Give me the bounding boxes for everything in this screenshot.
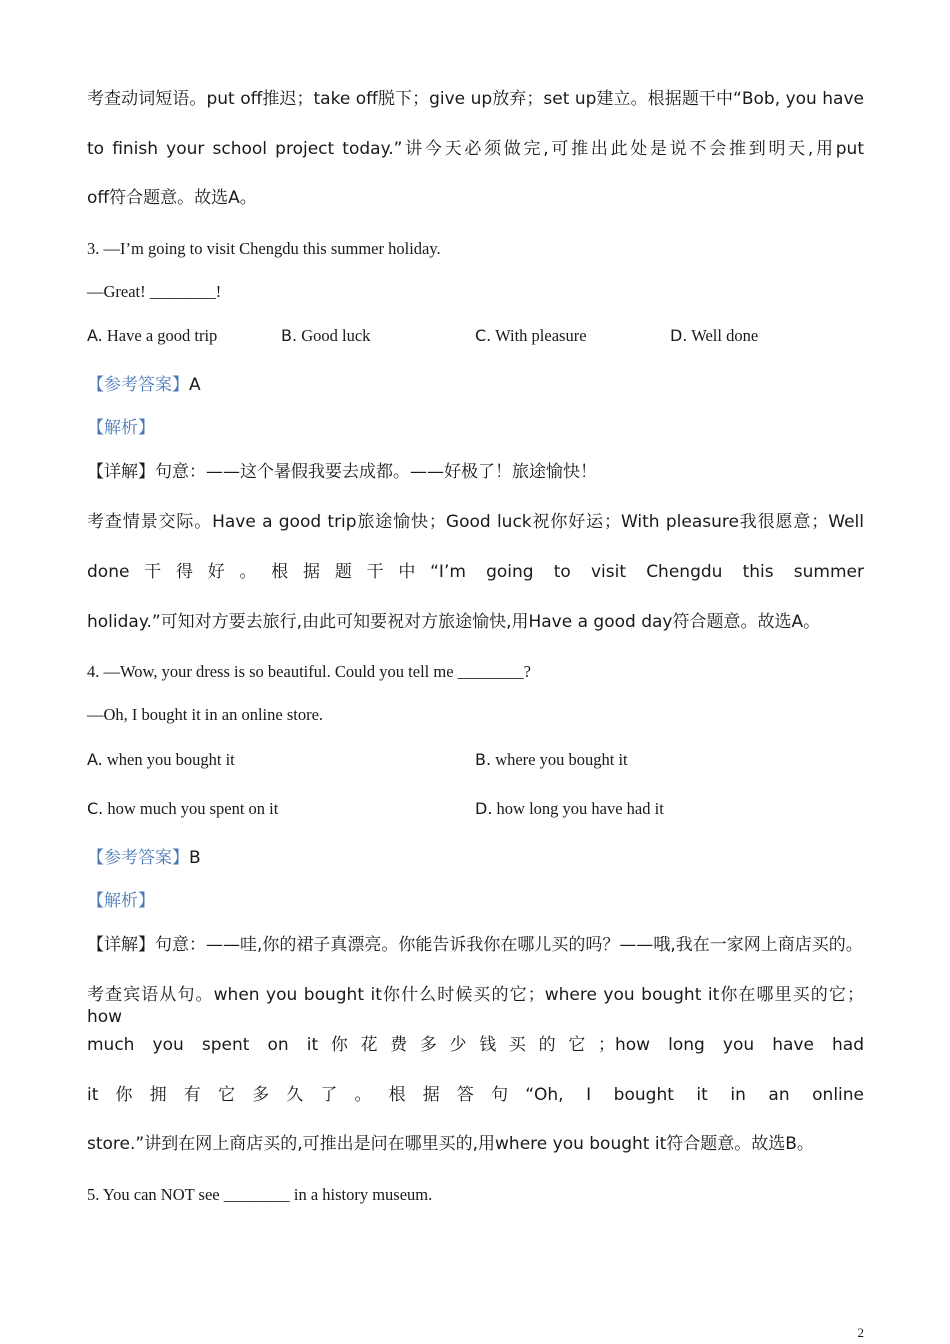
answer-tag: 【参考答案】 (87, 848, 189, 868)
q2-explain-line-3: off符合题意。故选A。 (87, 188, 257, 208)
q3-detail-line-3: done干得好。根据题干中“I’m going to visit Chengdu this summer (87, 562, 864, 582)
q4-option-c (87, 798, 278, 820)
q4-analysis-tag: 【解析】 (87, 891, 155, 911)
option-text: where you bought it (495, 750, 628, 769)
q3-detail-line-2: 考查情景交际。Have a good trip旅途愉快；Good luck祝你好运；With pleasure我很愿意；Well (87, 512, 864, 532)
q4-detail-line-5: store.”讲到在网上商店买的,可推出是问在哪里买的,用where you bought it符合题意。故选B。 (87, 1134, 814, 1154)
option-letter: A. (87, 750, 103, 769)
q4-stem: 4. —Wow, your dress is so beautiful. Could you tell me ________? (87, 662, 531, 681)
q3-option-a (87, 325, 217, 347)
option-text: Well done (691, 326, 759, 345)
answer-value: B (189, 848, 201, 868)
option-letter: D. (475, 799, 493, 818)
option-letter: C. (87, 799, 104, 818)
q4-option-b (475, 749, 628, 771)
q3-detail-line-1: 【详解】句意：——这个暑假我要去成都。——好极了！旅途愉快！ (87, 462, 597, 482)
q3-option-b (281, 325, 370, 347)
option-letter: B. (475, 750, 492, 769)
option-letter: C. (475, 326, 492, 345)
answer-value: A (189, 375, 201, 395)
q3-answer (87, 374, 201, 396)
q3-analysis-tag: 【解析】 (87, 418, 155, 438)
option-text: how much you spent on it (107, 799, 279, 818)
option-text: With pleasure (495, 326, 587, 345)
q2-explain-line-2: to finish your school project today.”讲今天必须做完,可推出此处是说不会推到明天,用put (87, 139, 864, 159)
answer-tag: 【参考答案】 (87, 375, 189, 395)
q3-option-d (670, 325, 758, 347)
q3-stem: 3. —I’m going to visit Chengdu this summer holiday. (87, 239, 441, 258)
q4-option-a (87, 749, 235, 771)
q4-answer (87, 847, 201, 869)
option-text: Good luck (301, 326, 371, 345)
q4-stem-reply: —Oh, I bought it in an online store. (87, 705, 324, 724)
option-text: Have a good trip (106, 326, 218, 345)
q4-detail-line-2: 考查宾语从句。when you bought it你什么时候买的它；where you bought it你在哪里买的它；how (87, 985, 864, 1027)
q4-detail-line-4: it你拥有它多久了。根据答句“Oh, I bought it in an online (87, 1085, 864, 1105)
q4-detail-line-3: much you spent on it你花费多少钱买的它；how long you have had (87, 1035, 864, 1055)
page-number: 2 (857, 1325, 864, 1340)
q3-detail-line-4: holiday.”可知对方要去旅行,由此可知要祝对方旅途愉快,用Have a good day符合题意。故选A。 (87, 612, 821, 632)
option-letter: D. (670, 326, 688, 345)
q4-detail-line-1: 【详解】句意：——哇,你的裙子真漂亮。你能告诉我你在哪儿买的吗？——哦,我在一家网上商店买的。 (87, 935, 863, 955)
q3-option-c (475, 325, 587, 347)
q5-stem: 5. You can NOT see ________ in a history museum. (87, 1185, 433, 1204)
option-text: how long you have had it (496, 799, 664, 818)
q4-option-d (475, 798, 664, 820)
q3-stem-reply: —Great! ________! (87, 282, 222, 301)
option-letter: B. (281, 326, 298, 345)
q2-explain-line-1: 考查动词短语。put off推迟；take off脱下；give up放弃；set up建立。根据题干中“Bob, you have (87, 89, 864, 109)
option-text: when you bought it (106, 750, 235, 769)
option-letter: A. (87, 326, 103, 345)
